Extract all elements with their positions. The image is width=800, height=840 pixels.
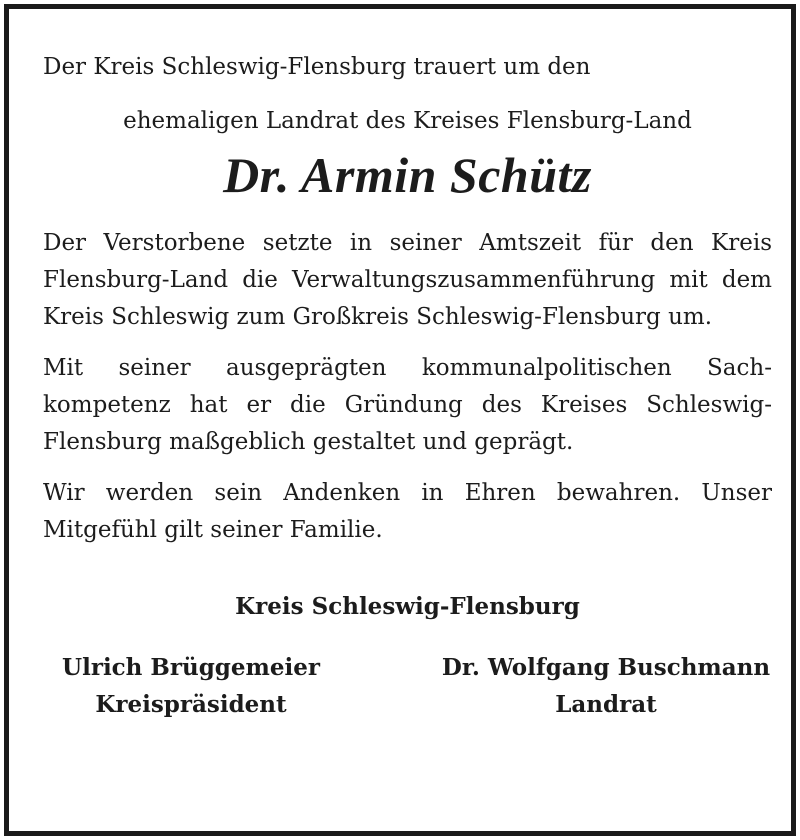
obituary-notice-content xyxy=(43,53,772,723)
paragraph-tenure: Der Verstorbene setzte in seiner Amtszeit für den Kreis Flensburg-Land die Verwaltungszusammenführung mit dem Kreis Schleswig zum Großkreis Schleswig-Flensburg um. xyxy=(43,230,772,330)
intro-line-1: Der Kreis Schleswig-Flensburg trauert um den xyxy=(43,54,591,80)
signer-left xyxy=(31,649,351,723)
signer-title: Kreispräsident xyxy=(95,691,287,718)
signer-title: Landrat xyxy=(555,691,657,718)
signer-name: Ulrich Brüggemeier xyxy=(62,654,320,681)
obituary-notice-frame xyxy=(4,4,796,836)
organization-name: Kreis Schleswig-Flensburg xyxy=(235,593,580,620)
paragraph-remembrance: Wir werden sein Andenken in Ehren bewahren. Unser Mitgefühl gilt seiner Familie. xyxy=(43,480,772,543)
signer-right xyxy=(426,649,786,723)
intro-line-2: ehemaligen Landrat des Kreises Flensburg-Land xyxy=(123,108,692,134)
signers xyxy=(43,649,772,723)
deceased-name: Dr. Armin Schütz xyxy=(223,147,592,203)
paragraph-competence: Mit seiner ausgeprägten kommunalpolitischen Sachkompetenz hat er die Gründung des Kreises Schleswig-Flensburg maßgeblich gestaltet und geprägt. xyxy=(43,355,772,455)
signer-name: Dr. Wolfgang Buschmann xyxy=(441,654,771,681)
